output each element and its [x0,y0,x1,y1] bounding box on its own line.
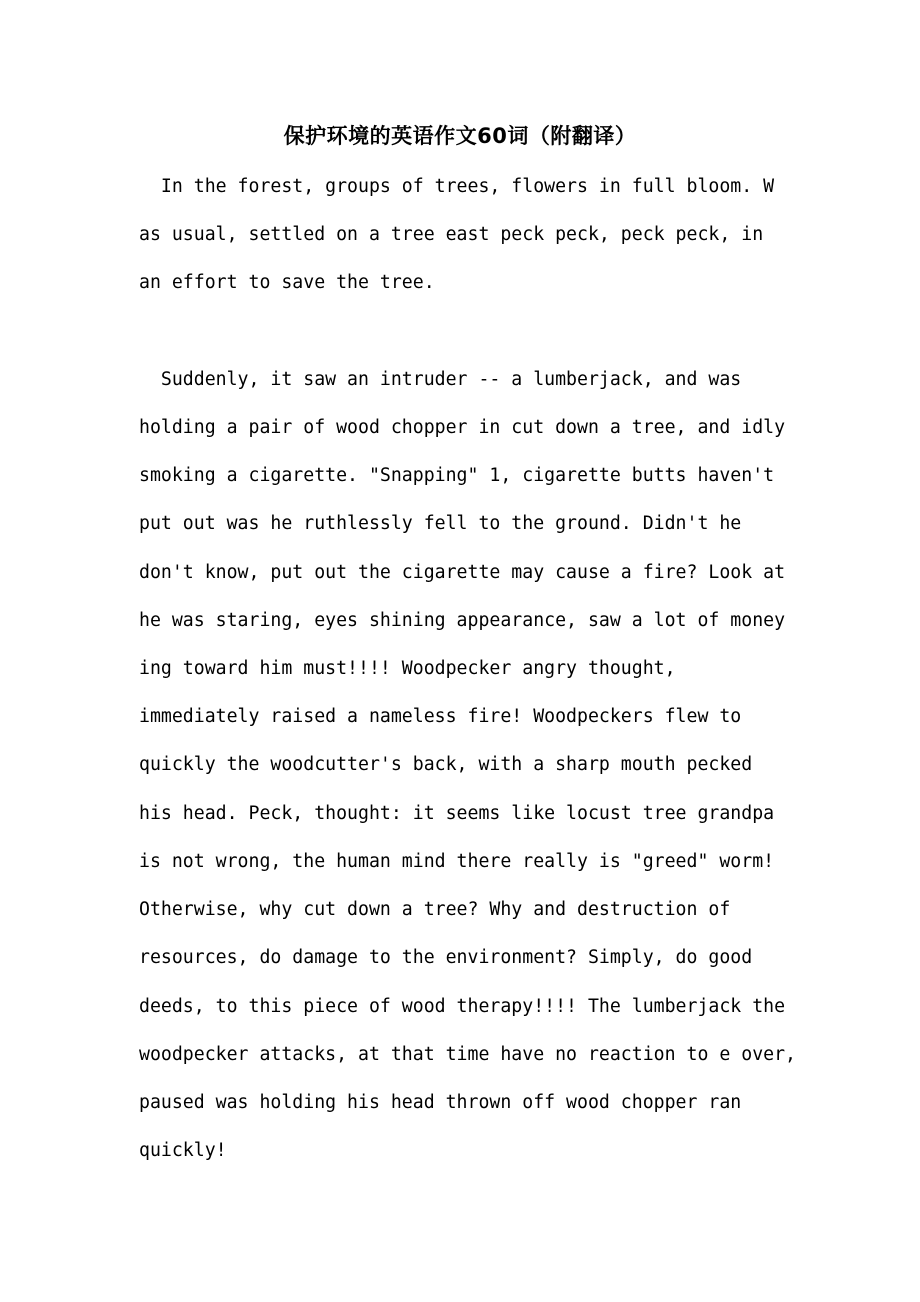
paragraph-2-line: woodpecker attacks, at that time have no reaction to e over, [139,1044,796,1065]
paragraph-1-line: In the forest, groups of trees, flowers in full bloom. W [139,176,775,197]
paragraph-2-line: put out was he ruthlessly fell to the ground. Didn't he [139,513,742,534]
paragraph-2-line: resources, do damage to the environment? Simply, do good [139,947,753,968]
paragraph-2-line: he was staring, eyes shining appearance, saw a lot of money [139,610,786,631]
paragraph-2-line: quickly the woodcutter's back, with a sharp mouth pecked [139,754,753,775]
paragraph-2-line: is not wrong, the human mind there really is "greed" worm! [139,851,775,872]
paragraph-2-line: Suddenly, it saw an intruder -- a lumberjack, and was [139,369,742,390]
paragraph-2-line: immediately raised a nameless fire! Woodpeckers flew to [139,706,742,727]
paragraph-2-line: deeds, to this piece of wood therapy!!!! The lumberjack the [139,996,786,1017]
paragraph-2-line: quickly! [139,1140,227,1161]
paragraph-2-line: Otherwise, why cut down a tree? Why and destruction of [139,899,731,920]
paragraph-2-line: don't know, put out the cigarette may cause a fire? Look at [139,562,786,583]
paragraph-2-line: paused was holding his head thrown off wood chopper ran [139,1092,742,1113]
paragraph-2-line: his head. Peck, thought: it seems like locust tree grandpa [139,803,775,824]
paragraph-1-line: as usual, settled on a tree east peck peck, peck peck, in [139,224,764,245]
paragraph-2-line: ing toward him must!!!! Woodpecker angry thought, [139,658,676,679]
paragraph-2-line: holding a pair of wood chopper in cut down a tree, and idly [139,417,786,438]
paragraph-2-line: smoking a cigarette. "Snapping" 1, cigarette butts haven't [139,465,775,486]
paragraph-1-line: an effort to save the tree. [139,272,435,293]
document-title: 保护环境的英语作文60词（附翻译） [283,124,637,148]
